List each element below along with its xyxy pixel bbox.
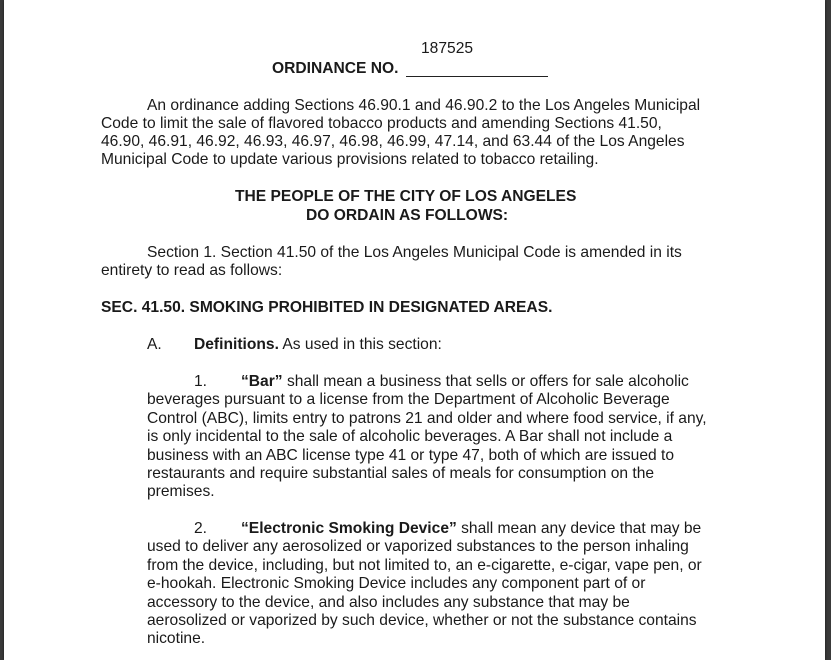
section1-line-2: entirety to read as follows: (101, 262, 283, 279)
sec-heading: SEC. 41.50. SMOKING PROHIBITED IN DESIGNATED AREAS. (101, 299, 553, 316)
ordain-heading-line-1: THE PEOPLE OF THE CITY OF LOS ANGELES (235, 188, 577, 205)
item2-first-line (241, 520, 701, 538)
item1-number: 1. (194, 373, 208, 390)
item2-line-3: from the device, including, but not limited to, an e-cigarette, e-cigar, vape pen, or (147, 557, 702, 574)
item1-line-6: restaurants and require substantial sales of meals for consumption on the (147, 465, 655, 482)
ordinance-label: ORDINANCE NO. (272, 60, 399, 77)
intro-line-4: Municipal Code to update various provisions related to tobacco retailing. (101, 151, 599, 168)
document-page (4, 0, 825, 660)
ordain-heading-line-2: DO ORDAIN AS FOLLOWS: (306, 207, 509, 224)
subsection-a-title: Definitions. (194, 336, 279, 353)
item1-line-7: premises. (147, 483, 215, 500)
item2-line-5: accessory to the device, and also includes any substance that may be (147, 594, 630, 611)
item1-term: “Bar” (241, 373, 283, 390)
intro-line-3: 46.90, 46.91, 46.92, 46.93, 46.97, 46.98, 46.99, 47.14, and 63.44 of the Los Angeles (101, 133, 685, 150)
item2-line-7: nicotine. (147, 630, 206, 647)
subsection-a-heading (194, 336, 442, 354)
section1-line-1: Section 1. Section 41.50 of the Los Angeles Municipal Code is amended in its (147, 244, 682, 261)
item2-line-2: used to deliver any aerosolized or vaporized substances to the person inhaling (147, 538, 689, 555)
item1-line-2: beverages pursuant to a license from the Department of Alcoholic Beverage (147, 391, 670, 408)
item2-line-4: e-hookah. Electronic Smoking Device includes any component part of or (147, 575, 646, 592)
subsection-a-letter: A. (147, 336, 162, 353)
item1-first-line (241, 373, 689, 391)
intro-line-1: An ordinance adding Sections 46.90.1 and 46.90.2 to the Los Angeles Municipal (147, 97, 701, 114)
intro-line-2: Code to limit the sale of flavored tobacco products and amending Sections 41.50, (101, 115, 662, 132)
item1-first-line-rest: shall mean a business that sells or offers for sale alcoholic (282, 373, 689, 390)
item2-first-line-rest: shall mean any device that may be (456, 520, 702, 537)
ordinance-number: 187525 (421, 40, 474, 57)
subsection-a-text: As used in this section: (278, 336, 442, 353)
item1-line-4: is only incidental to the sale of alcoholic beverages. A Bar shall not include a (147, 428, 673, 445)
item1-line-5: business with an ABC license type 41 or type 47, both of which are issued to (147, 447, 675, 464)
item2-number: 2. (194, 520, 208, 537)
item1-line-3: Control (ABC), limits entry to patrons 21 and older and where food service, if any, (147, 410, 707, 427)
item2-line-6: aerosolized or vaporized by such device, whether or not the substance contains (147, 612, 697, 629)
item2-term: “Electronic Smoking Device” (241, 520, 457, 537)
ordinance-number-underline (406, 76, 548, 77)
